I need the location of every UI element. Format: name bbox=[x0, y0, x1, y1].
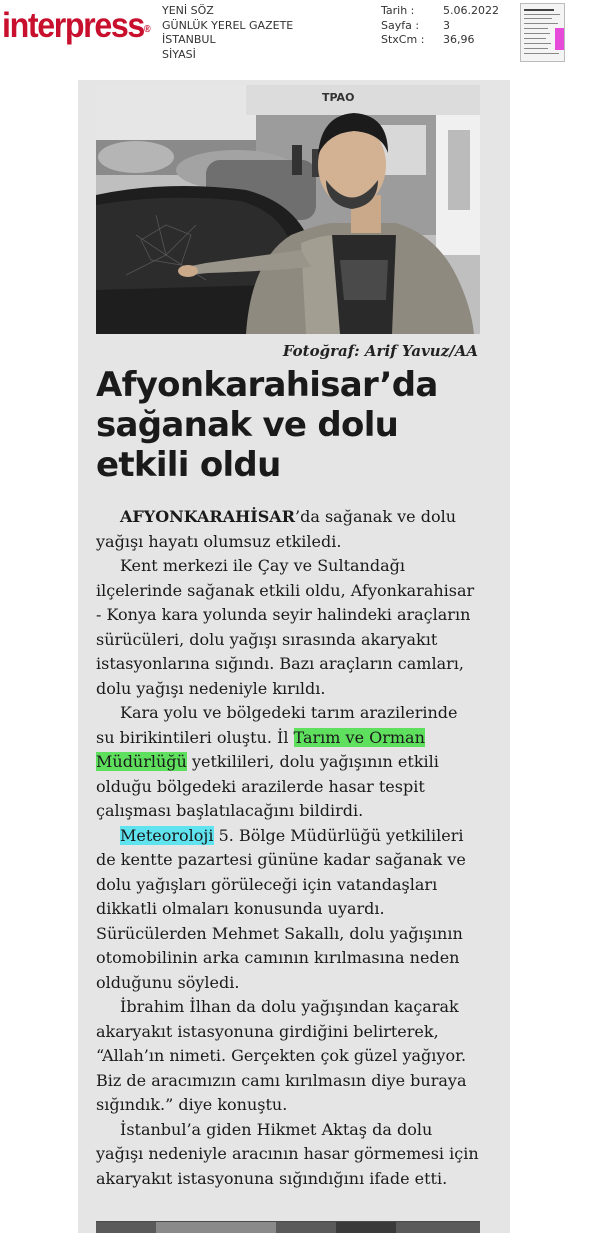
page-thumbnail[interactable] bbox=[520, 3, 565, 62]
publication-name: YENİ SÖZ bbox=[162, 4, 214, 17]
paragraph-1-lead: AFYONKARAHİSAR bbox=[120, 507, 296, 526]
page-value: 3 bbox=[443, 18, 450, 32]
next-photo-strip bbox=[96, 1221, 480, 1233]
photo-caption: Fotoğraf: Arif Yavuz/AA bbox=[282, 342, 478, 360]
date-row bbox=[381, 4, 503, 19]
paragraph-2: Kent merkezi ile Çay ve Sultandağı ilçelerinde sağanak etkili oldu, Afyonkarahisar - Konya kara yolunda seyir halindeki araçların sürücüleri, dolu yağışı sırasında akaryakıt istasyonlarına sığındı. Bazı araçların camları, dolu yağışı nedeniyle kırıldı. bbox=[96, 556, 475, 698]
keyword-highlight-meteoroloji: Meteoroloji bbox=[120, 825, 214, 845]
date-label: Tarih : bbox=[381, 4, 415, 17]
paragraph-4-text: 5. Bölge Müdürlüğü yetkilileri de kentte pazartesi gününe kadar sağanak ve dolu yağışları görüleceği için vatandaşları dikkatli olmaları konusunda uyardı. Sürücülerden Mehmet Sakallı, dolu yağışının otomobilinin arka camının kırılmasına neden olduğunu söyledi. bbox=[96, 825, 466, 992]
registered-mark: ® bbox=[143, 24, 151, 35]
article-position-marker bbox=[555, 28, 564, 50]
paragraph-3 bbox=[96, 701, 480, 824]
keyword-highlight-tarim-orman: Tarım ve Orman Müdürlüğü bbox=[96, 727, 425, 771]
stxcm-value: 36,96 bbox=[443, 33, 475, 46]
paragraph-1-text: ’da sağanak ve dolu yağışı hayatı olumsuz etkiledi. bbox=[96, 507, 457, 551]
paragraph-3-text-a: Kara yolu ve bölgedeki tarım arazilerinde su birikintileri oluştu. İl bbox=[96, 703, 458, 747]
date-value: 5.06.2022 bbox=[443, 4, 499, 17]
paragraph-5: İbrahim İlhan da dolu yağışından kaçarak akaryakıt istasyonuna girdiğini belirterek, “Allah’ın nimeti. Gerçekten çok güzel yağıyor. Biz de aracımızın camı kırılmasın diye buraya sığındık.” diye konuştu. bbox=[96, 997, 467, 1114]
clipping-meta bbox=[381, 4, 503, 48]
page-label: Sayfa : bbox=[381, 18, 420, 32]
paragraph-3-text-b: yetkilileri, dolu yağışının etkili olduğu bölgedeki arazilerde hasar tespit çalışması başlatılacağını bildirdi. bbox=[96, 752, 439, 820]
station-sign: TPAO bbox=[322, 91, 355, 104]
publication-info bbox=[162, 4, 293, 62]
article-headline: Afyonkarahisar’da sağanak ve dolu etkili oldu bbox=[96, 365, 438, 485]
article-photo bbox=[96, 85, 480, 334]
article-body bbox=[96, 505, 480, 1191]
stxcm-row bbox=[381, 33, 503, 48]
paragraph-1 bbox=[96, 505, 480, 554]
publication-city: İSTANBUL bbox=[162, 33, 216, 46]
publication-section: SİYASİ bbox=[162, 47, 196, 61]
paragraph-4 bbox=[96, 824, 480, 996]
stxcm-label: StxCm : bbox=[381, 33, 425, 46]
page-row bbox=[381, 19, 503, 34]
paragraph-6: İstanbul’a giden Hikmet Aktaş da dolu yağışı nedeniyle aracının hasar görmemesi için akaryakıt istasyonuna sığındığını ifade etti. bbox=[96, 1119, 479, 1188]
interpress-logo: interpress® bbox=[2, 6, 151, 45]
publication-type: GÜNLÜK YEREL GAZETE bbox=[162, 18, 294, 32]
